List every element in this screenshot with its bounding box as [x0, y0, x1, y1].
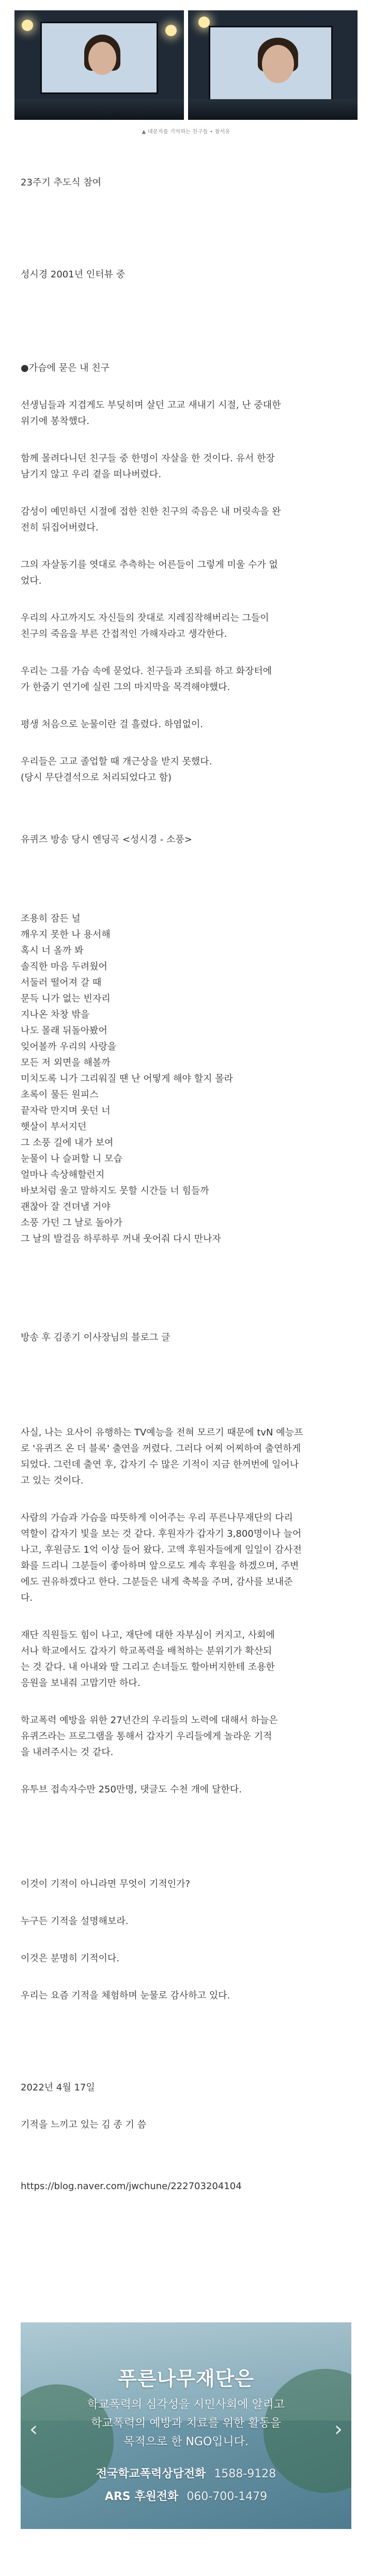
paragraph-line: 햇살이 부서지던	[21, 1121, 87, 1132]
paragraph-line: 우리의 사고까지도 자신들의 잣대로 지레짐작해버리는 그들이	[21, 613, 269, 623]
paragraph-line: 고 있는 것이다.	[21, 1475, 84, 1486]
paragraph-line: 남기지 않고 우리 곁을 떠나버렸다.	[21, 469, 162, 480]
contact-row-donation	[21, 2486, 351, 2508]
paragraph-line: 조용히 잠든 널	[21, 913, 81, 924]
contact-number: 060-700-1479	[187, 2490, 268, 2503]
memorial-photo-right	[188, 10, 358, 120]
paragraph-line: 친구의 죽음을 부른 간접적인 가해자라고 생각한다.	[21, 629, 227, 639]
banner-next-arrow-icon[interactable]: ›	[334, 2417, 343, 2441]
paragraph-line: 모든 저 외면을 해볼까	[21, 1057, 111, 1068]
paragraph-line: 학교폭력 예방을 위한 27년간의 우리들의 노력에 대해서 하늘은	[21, 1715, 278, 1726]
paragraph-line: 서둘러 떨어져 갈 때	[21, 977, 102, 988]
paragraph-line: 우리들은 고교 졸업할 때 개근상을 받지 못했다.	[21, 756, 212, 767]
paragraph-line: 잊어볼까 우리의 사랑을	[21, 1041, 117, 1052]
paragraph-line: 감성이 예민하던 시절에 접한 친한 친구의 죽음은 내 머릿속을 완	[21, 506, 281, 517]
paragraph-line: 문득 니가 없는 빈자리	[21, 993, 111, 1004]
paragraph-line: 선생님들과 지겹게도 부딪히며 살던 고교 새내기 시절, 난 중대한	[21, 400, 281, 411]
photo-row	[0, 0, 372, 120]
paragraph-line: 솔직한 마음 두려웠어	[21, 961, 107, 972]
paragraph-line: 우리는 요즘 기적을 체험하며 눈물로 감사하고 있다.	[21, 1990, 230, 2001]
paragraph-line: 소풍 가던 그 날로 돌아가	[21, 1217, 122, 1228]
paragraph-line: 바보처럼 울고 말하지도 못할 시간들 너 힘들까	[21, 1185, 209, 1196]
banner-title: 푸른나무재단은	[118, 2367, 254, 2390]
contact-number: 1588-9128	[214, 2468, 276, 2480]
paragraph-line: 누구든 기적을 설명해보라.	[21, 1916, 129, 1927]
paragraph-line: 2022년 4월 17일	[21, 2082, 95, 2093]
paragraph-line: 23주기 추도식 참여	[21, 177, 102, 188]
paragraph-line: 재단 직원들도 힘이 나고, 재단에 대한 자부심이 커지고, 사회에	[21, 1630, 275, 1641]
paragraph-line: 되었다. 그런데 출연 후, 갑자기 수 많은 기적이 지금 한꺼번에 일어나	[21, 1459, 299, 1470]
photo-caption: ▲ 대문자를 기억하는 친구들 • 참서유	[142, 129, 230, 135]
paragraph-line: 서나 학교에서도 갑자기 학교폭력을 배척하는 분위기가 확산되	[21, 1646, 272, 1657]
banner-prev-arrow-icon[interactable]: ‹	[29, 2417, 38, 2441]
contact-label: ARS 후원전화	[104, 2490, 179, 2503]
banner-line-2: 학교폭력의 예방과 치료를 위한 활동을	[90, 2417, 281, 2430]
contact-label: 전국학교폭력상담전화	[96, 2468, 206, 2480]
paragraph-line: 이것이 기적이 아니라면 무엇이 기적인가?	[21, 1879, 191, 1890]
paragraph-line: 괜찮아 잘 견뎌낼 거야	[21, 1201, 111, 1212]
paragraph-line: 을 내려주시는 것 같다.	[21, 1747, 114, 1758]
paragraph-line: 함께 몰려다니던 친구들 중 한명이 자살을 한 것이다. 유서 한장	[21, 453, 275, 464]
paragraph-line: 방송 후 김종기 이사장님의 블로그 글	[21, 1332, 171, 1343]
paragraph-line: 평생 처음으로 눈물이란 걸 흘렸다. 하염없이.	[21, 719, 204, 730]
paragraph-line: 미치도록 니가 그리워질 땐 난 어떻게 해야 할지 몰라	[21, 1073, 233, 1084]
paragraph-line: 로 '유퀴즈 온 더 블록' 출연을 꺼렸다. 그러다 어찌 어찌하여 출연하게	[21, 1443, 301, 1454]
paragraph-line: 사실, 나는 요사이 유행하는 TV예능을 전혀 모르기 때문에 tvN 예능프	[21, 1427, 303, 1438]
paragraph-line: 혹시 너 올까 봐	[21, 945, 84, 956]
paragraph-line: 사람의 가슴과 가슴을 따뜻하게 이어주는 우리 푸른나무재단의 다리	[21, 1512, 293, 1523]
paragraph-line: 가 한줌기 연기에 실린 그의 마지막을 목격해야했다.	[21, 682, 230, 693]
paragraph-line[interactable]: https://blog.naver.com/jwchune/222703204104	[21, 2181, 242, 2192]
paragraph-line: 우리는 그를 가슴 속에 묻었다. 친구들과 조퇴를 하고 화장터에	[21, 666, 272, 677]
paragraph-line: 었다.	[21, 575, 42, 586]
paragraph-line: 나고, 후원금도 1억 이상 들어 왔다. 고액 후원자들에게 일일이 감사전	[21, 1544, 302, 1555]
paragraph-line: 그의 자살동기를 엿대로 추측하는 어른들이 그렇게 미울 수가 없	[21, 559, 278, 570]
paragraph-line: 에도 권유하겠다고 한다. 그분들은 내게 축복을 주며, 감사를 보내준	[21, 1576, 293, 1587]
paragraph-line: 얼마나 속상해할런지	[21, 1169, 105, 1180]
paragraph-line: 유퀴즈 방송 당시 엔딩곡 <성시경 - 소풍>	[21, 834, 192, 845]
paragraph-line: 초록이 물든 원피스	[21, 1089, 99, 1100]
paragraph-line: 응원을 보내줘 고맙기만 하다.	[21, 1678, 141, 1689]
paragraph-line: 나도 몰래 뒤돌아봤어	[21, 1025, 107, 1036]
banner-line-3: 목적으로 한 NGO입니다.	[123, 2436, 249, 2448]
banner-line-1: 학교폭력의 심각성을 시민사회에 알리고	[87, 2398, 285, 2411]
memorial-photo-left	[14, 10, 184, 120]
paragraph-line: 끝자락 만지며 웃던 너	[21, 1105, 111, 1116]
paragraph-line: 유투브 접속자수만 250만명, 댓글도 수천 개에 달한다.	[21, 1784, 242, 1795]
foundation-banner	[21, 2322, 351, 2529]
paragraph-line: 그 날의 발걸음 하루하루 꺼내 웃어줘 다시 만나자	[21, 1234, 221, 1244]
banner-contact	[21, 2463, 351, 2525]
paragraph-line: 역할이 갑자기 빛을 보는 것 같다. 후원자가 갑자기 3,800명이나 늘어	[21, 1528, 302, 1539]
paragraph-line: (당시 무단결석으로 처리되었다고 함)	[21, 772, 172, 783]
paragraph-line: ●가슴에 묻은 내 친구	[21, 363, 110, 373]
paragraph-line: 전히 뒤집어버렸다.	[21, 522, 99, 533]
paragraph-line: 위기에 봉착했다.	[21, 416, 90, 427]
paragraph-line: 지나온 차창 밖을	[21, 1009, 90, 1020]
paragraph-line: 유퀴즈라는 프로그램을 통해서 갑자기 우리들에게 놀라운 기적	[21, 1731, 272, 1742]
paragraph-line: 깨우지 못한 나 용서해	[21, 929, 111, 940]
contact-row-hotline	[21, 2463, 351, 2486]
paragraph-line: 기적을 느끼고 있는 김 종 기 씀	[21, 2119, 146, 2130]
paragraph-line: 그 소풍 길에 내가 보여	[21, 1137, 114, 1148]
paragraph-line: 는 것 같다. 내 아내와 딸 그리고 손녀들도 할아버지한테 조용한	[21, 1662, 275, 1673]
paragraph-line: 성시경 2001년 인터뷰 중	[21, 269, 126, 280]
paragraph-line: 눈물이 나 슬퍼할 니 모습	[21, 1153, 122, 1164]
paragraph-line: 이것은 분명히 기적이다.	[21, 1953, 120, 1964]
paragraph-line: 화를 드리니 그분들이 좋아하며 앞으로도 계속 후원을 하겠으며, 주변	[21, 1560, 299, 1571]
paragraph-line: 다.	[21, 1593, 33, 1603]
